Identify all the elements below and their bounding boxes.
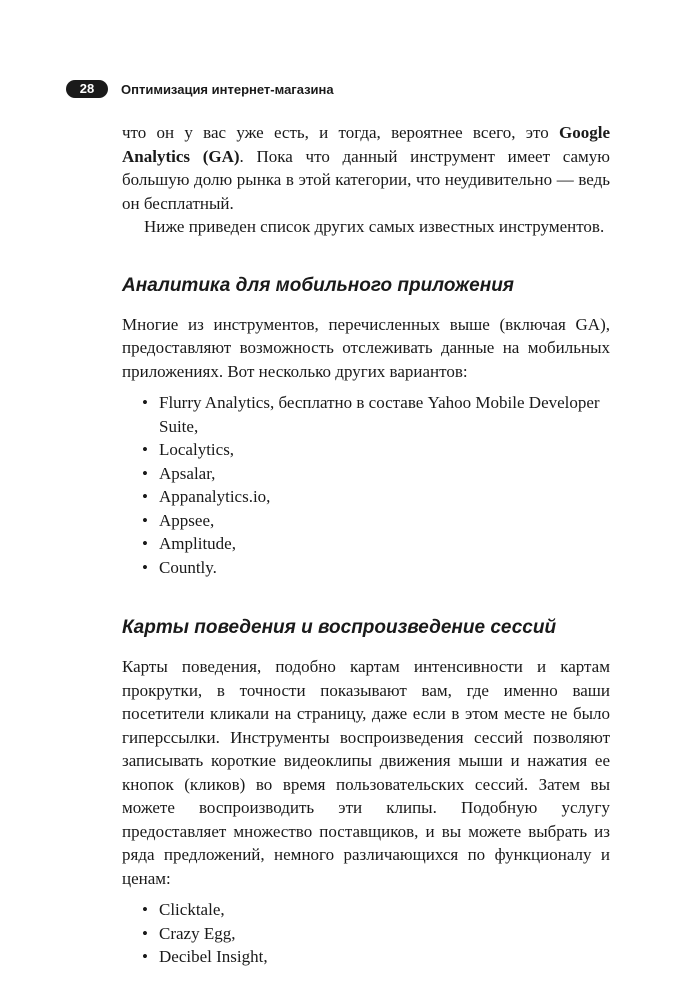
list-item	[122, 898, 610, 922]
list-item	[122, 556, 610, 580]
bullet-icon: •	[142, 557, 148, 577]
intro-paragraph	[122, 121, 610, 215]
list-item	[122, 462, 610, 486]
intro-next-paragraph: Ниже приведен список других самых известных инструментов.	[144, 217, 605, 236]
list-item	[122, 922, 610, 946]
list-item-text: Decibel Insight,	[159, 947, 268, 966]
google-analytics-term: Google Analytics (GA)	[122, 123, 610, 166]
list-item	[122, 438, 610, 462]
list-item-text: Countly.	[159, 557, 217, 577]
intro-text-start: что он у вас уже есть, и тогда, вероятнее всего, это	[122, 123, 559, 142]
list-item	[122, 391, 610, 438]
page-content	[122, 121, 610, 969]
list-item-text: Crazy Egg,	[159, 923, 236, 943]
list-item	[122, 485, 610, 509]
bullet-icon: •	[142, 440, 148, 459]
list-item-text: Apsalar,	[159, 463, 216, 483]
session-tools-list	[122, 898, 610, 969]
list-item	[122, 532, 610, 556]
section-heading-session-replay: Карты поведения и воспроизведение сессий	[122, 617, 557, 638]
list-item-text: Localytics,	[159, 440, 235, 459]
mobile-tools-list	[122, 391, 610, 579]
list-item-text: Clicktale,	[159, 900, 225, 919]
bullet-icon: •	[142, 534, 148, 553]
bullet-icon: •	[142, 947, 148, 966]
bullet-icon: •	[142, 900, 148, 919]
list-item-text: Flurry Analytics, бесплатно в составе Yahoo Mobile Developer Suite,	[159, 393, 600, 436]
intro-text-end: . Пока что данный инструмент имеет самую большую долю рынка в этой категории, что неудивительно — ведь он бесплатный.	[122, 146, 610, 213]
bullet-icon: •	[142, 923, 148, 943]
list-item	[122, 945, 610, 969]
page-number-badge: 28	[66, 80, 108, 98]
bullet-icon: •	[142, 487, 148, 506]
running-header	[66, 79, 334, 99]
running-header-title: Оптимизация интернет-магазина	[121, 81, 334, 97]
list-item-text: Appsee,	[159, 510, 215, 530]
bullet-icon: •	[142, 510, 148, 530]
section-heading-mobile-analytics: Аналитика для мобильного приложения	[122, 274, 514, 296]
session-replay-paragraph: Карты поведения, подобно картам интенсивности и картам прокрутки, в точности показывают вам, где именно ваши посетители кликали на страницу, даже если в этом месте не было гиперссылки. Инструменты воспроизведения сессий позволяют записывать короткие видеоклипы движения мыши и нажатия ее кнопок (кликов) во время пользовательских сессий. Затем вы можете воспроизводить эти клипы. Подобную услугу предоставляет множество поставщиков, и вы можете выбрать из ряда предложений, немного различающихся по функционалу и ценам:	[122, 657, 610, 888]
mobile-analytics-paragraph: Многие из инструментов, перечисленных выше (включая GA), предоставляют возможность отслеживать данные на мобильных приложениях. Вот несколько других вариантов:	[122, 314, 610, 381]
list-item	[122, 509, 610, 533]
list-item-text: Amplitude,	[159, 534, 236, 553]
list-item-text: Appanalytics.io,	[159, 487, 271, 506]
bullet-icon: •	[142, 393, 148, 412]
bullet-icon: •	[142, 463, 148, 483]
